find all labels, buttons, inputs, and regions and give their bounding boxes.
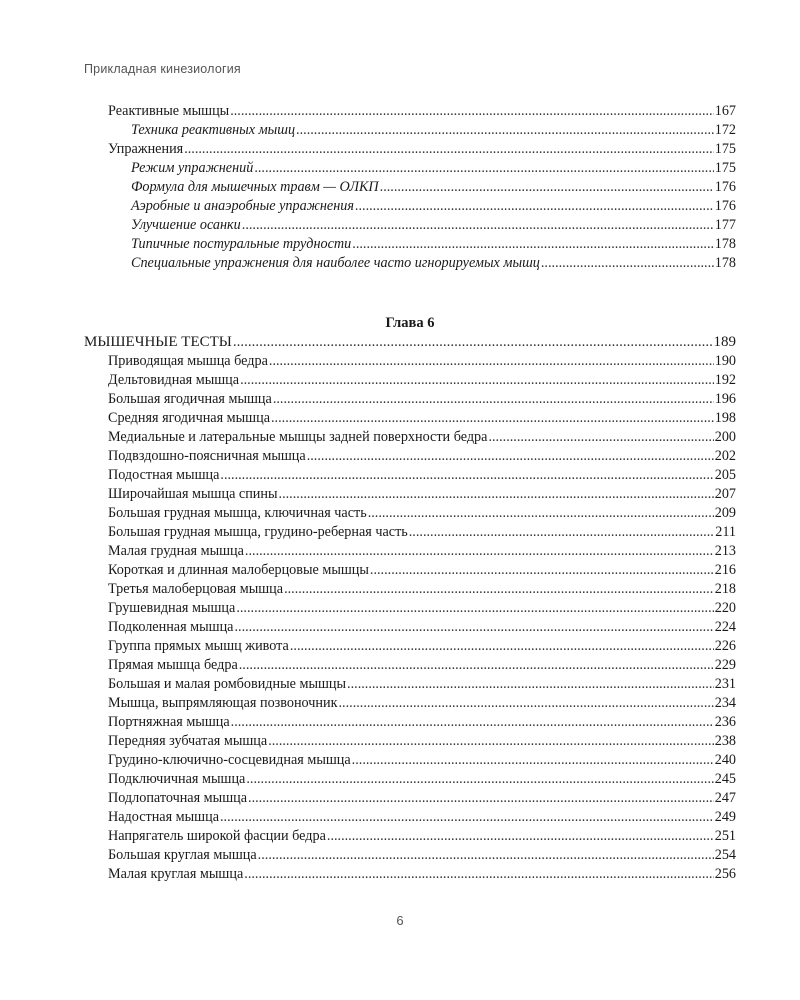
toc-entry	[84, 504, 736, 523]
dot-leader	[290, 637, 714, 656]
toc-entry-title: Широчайшая мышца спины	[108, 486, 278, 502]
toc-entry	[84, 352, 736, 371]
dot-leader	[296, 121, 714, 140]
dot-leader	[327, 827, 714, 846]
dot-leader	[242, 216, 714, 235]
toc-entry-title: Специальные упражнения для наиболее часто игнорируемых мышц	[131, 255, 540, 271]
toc-entry-title: Грудино-ключично-сосцевидная мышца	[108, 752, 351, 768]
toc-entry-page: 190	[714, 353, 736, 369]
dot-leader	[284, 580, 714, 599]
dot-leader	[184, 140, 714, 159]
dot-leader	[279, 485, 714, 504]
dot-leader	[246, 770, 713, 789]
toc-entry-title: Третья малоберцовая мышца	[108, 581, 284, 597]
toc-entry-title: Медиальные и латеральные мышцы задней поверхности бедра	[108, 429, 488, 445]
toc-entry	[84, 390, 736, 409]
toc-entry-page: 167	[714, 103, 736, 119]
dot-leader	[307, 447, 714, 466]
toc-entry-page: 205	[714, 467, 736, 483]
toc-entry	[84, 140, 736, 159]
toc-entry-page: 172	[714, 122, 736, 138]
toc-entry	[84, 637, 736, 656]
toc-entry	[84, 102, 736, 121]
dot-leader	[380, 178, 714, 197]
toc-entry-page: 220	[714, 600, 736, 616]
dot-leader	[231, 713, 714, 732]
toc-entry-title: Аэробные и анаэробные упражнения	[131, 198, 354, 214]
toc-entry-page: 238	[714, 733, 736, 749]
dot-leader	[245, 542, 714, 561]
toc-entry	[84, 523, 736, 542]
toc-list-top	[84, 102, 736, 273]
dot-leader	[254, 159, 713, 178]
toc-entry-title: Мышца, выпрямляющая позвоночник	[108, 695, 338, 711]
toc-entry-page: 176	[714, 198, 736, 214]
page-number: 6	[396, 913, 404, 928]
toc-entry	[84, 732, 736, 751]
toc-entry-title: Большая и малая ромбовидные мышцы	[108, 676, 347, 692]
toc-entry-page: 247	[714, 790, 736, 806]
toc-entry-title: Средняя ягодичная мышца	[108, 410, 270, 426]
dot-leader	[240, 371, 714, 390]
toc-entry-page: 213	[714, 543, 736, 559]
toc-entry-page: 209	[714, 505, 736, 521]
toc-entry-title: Малая круглая мышца	[108, 866, 244, 882]
toc-entry	[84, 235, 736, 254]
toc-entry-page: 176	[714, 179, 736, 195]
toc-entry	[84, 254, 736, 273]
toc-entry-page: 175	[714, 160, 736, 176]
toc-entry	[84, 846, 736, 865]
toc-entry-page: 226	[714, 638, 736, 654]
toc-entry-title: Подлопаточная мышца	[108, 790, 248, 806]
dot-leader	[541, 254, 714, 273]
toc-entry	[84, 159, 736, 178]
toc-entry	[84, 789, 736, 808]
toc-entry	[84, 428, 736, 447]
toc-entry-title: Режим упражнений	[131, 160, 254, 176]
toc-entry	[84, 447, 736, 466]
toc-entry-title: Улучшение осанки	[131, 217, 241, 233]
dot-leader	[488, 428, 713, 447]
dot-leader	[271, 409, 714, 428]
toc-entry-title: Подколенная мышца	[108, 619, 234, 635]
toc-entry-page: 251	[714, 828, 736, 844]
toc-entry-title: Реактивные мышцы	[108, 103, 230, 119]
toc-entry-title: Грушевидная мышца	[108, 600, 236, 616]
toc-entry	[84, 371, 736, 390]
dot-leader	[244, 865, 713, 884]
dot-leader	[234, 618, 713, 637]
toc-entry-title: МЫШЕЧНЫЕ ТЕСТЫ	[84, 334, 232, 350]
dot-leader	[220, 808, 714, 827]
toc-entry-title: Упражнения	[108, 141, 184, 157]
toc-entry-page: 224	[714, 619, 736, 635]
dot-leader	[409, 523, 714, 542]
toc-entry-title: Малая грудная мышца	[108, 543, 244, 559]
toc-entry	[84, 542, 736, 561]
toc-entry-title: Надостная мышца	[108, 809, 219, 825]
toc-entry-title: Большая грудная мышца, ключичная часть	[108, 505, 367, 521]
toc-entry	[84, 694, 736, 713]
dot-leader	[239, 656, 714, 675]
toc-entry-title: Портняжная мышца	[108, 714, 230, 730]
toc-list-bottom	[84, 333, 736, 884]
toc-entry	[84, 751, 736, 770]
toc-entry-page: 207	[714, 486, 736, 502]
dot-leader	[352, 751, 714, 770]
dot-leader	[273, 390, 714, 409]
toc-entry-page: 211	[715, 524, 736, 540]
toc-entry-page: 254	[714, 847, 736, 863]
dot-leader	[233, 333, 713, 352]
toc-entry	[84, 865, 736, 884]
toc-entry	[84, 599, 736, 618]
toc-entry	[84, 178, 736, 197]
toc-entry-page: 177	[714, 217, 736, 233]
toc-entry	[84, 656, 736, 675]
toc-entry	[84, 466, 736, 485]
toc-entry-title: Формула для мышечных травм — ОЛКП	[131, 179, 379, 195]
toc-entry	[84, 618, 736, 637]
toc-entry-page: 256	[714, 866, 736, 882]
toc-entry-page: 198	[714, 410, 736, 426]
toc-entry-title: Большая ягодичная мышца	[108, 391, 272, 407]
toc-entry-page: 178	[714, 255, 736, 271]
dot-leader	[347, 675, 714, 694]
toc-entry-title: Большая круглая мышца	[108, 847, 257, 863]
toc-entry	[84, 333, 736, 352]
toc-entry-page: 229	[714, 657, 736, 673]
toc-entry-title: Подвздошно-поясничная мышца	[108, 448, 306, 464]
dot-leader	[370, 561, 714, 580]
toc-entry-page: 196	[714, 391, 736, 407]
toc-entry-title: Техника реактивных мышц	[131, 122, 296, 138]
toc-entry-title: Короткая и длинная малоберцовые мышцы	[108, 562, 369, 578]
toc-entry-title: Передняя зубчатая мышца	[108, 733, 268, 749]
toc-entry-title: Дельтовидная мышца	[108, 372, 240, 388]
dot-leader	[368, 504, 714, 523]
toc-entry	[84, 770, 736, 789]
toc-entry-page: 236	[714, 714, 736, 730]
dot-leader	[248, 789, 714, 808]
dot-leader	[355, 197, 714, 216]
toc-entry	[84, 827, 736, 846]
toc-entry-title: Группа прямых мышц живота	[108, 638, 289, 654]
running-header: Прикладная кинезиология	[84, 62, 241, 76]
toc-entry-page: 202	[714, 448, 736, 464]
toc-entry-title: Напрягатель широкой фасции бедра	[108, 828, 326, 844]
chapter-heading: Глава 6	[385, 315, 435, 331]
toc-entry-title: Прямая мышца бедра	[108, 657, 238, 673]
toc-entry-title: Приводящая мышца бедра	[108, 353, 268, 369]
dot-leader	[230, 102, 714, 121]
dot-leader	[236, 599, 713, 618]
dot-leader	[352, 235, 713, 254]
toc-entry	[84, 713, 736, 732]
toc-entry	[84, 580, 736, 599]
toc-entry	[84, 197, 736, 216]
dot-leader	[268, 732, 714, 751]
toc-entry-page: 189	[713, 334, 736, 350]
toc-entry-page: 234	[714, 695, 736, 711]
dot-leader	[269, 352, 714, 371]
toc-entry	[84, 561, 736, 580]
toc-entry-page: 240	[714, 752, 736, 768]
dot-leader	[258, 846, 714, 865]
toc-entry	[84, 808, 736, 827]
dot-leader	[220, 466, 713, 485]
toc-entry-page: 178	[714, 236, 736, 252]
toc-entry-page: 218	[714, 581, 736, 597]
toc-entry	[84, 675, 736, 694]
toc-entry-title: Большая грудная мышца, грудино-реберная часть	[108, 524, 408, 540]
toc-entry	[84, 216, 736, 235]
toc-entry	[84, 409, 736, 428]
toc-entry-page: 192	[714, 372, 736, 388]
toc-entry-page: 231	[714, 676, 736, 692]
toc-entry	[84, 121, 736, 140]
toc-entry	[84, 485, 736, 504]
toc-entry-page: 200	[714, 429, 736, 445]
toc-entry-title: Подостная мышца	[108, 467, 220, 483]
toc-entry-title: Подключичная мышца	[108, 771, 246, 787]
toc-entry-page: 175	[714, 141, 736, 157]
toc-entry-page: 216	[714, 562, 736, 578]
dot-leader	[339, 694, 714, 713]
toc-entry-title: Типичные постуральные трудности	[131, 236, 352, 252]
toc-entry-page: 249	[714, 809, 736, 825]
toc-entry-page: 245	[714, 771, 736, 787]
